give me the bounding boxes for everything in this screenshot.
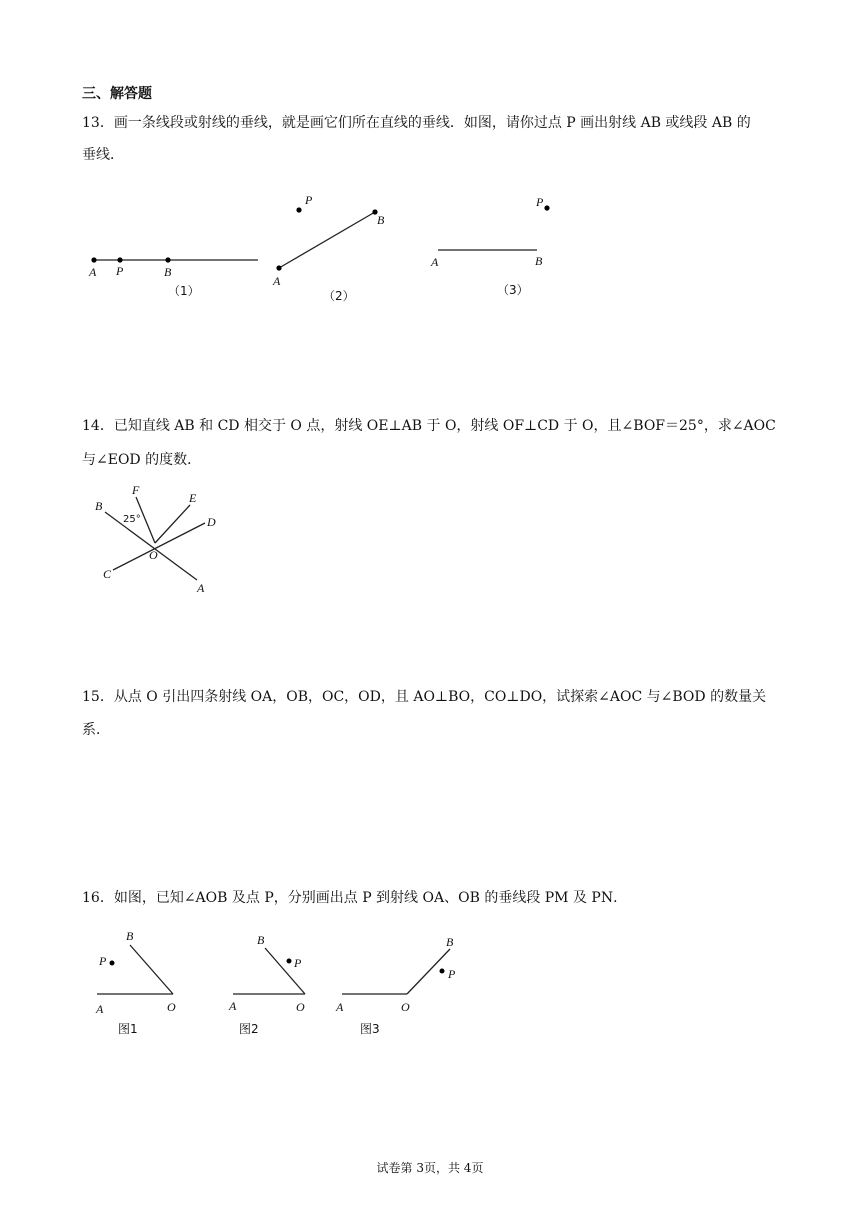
label-o: O [149,548,158,562]
label-c: C [103,567,112,581]
point-a [276,265,281,270]
ray-ob [130,945,173,994]
figure-caption: （1） [168,284,200,298]
label-p: P [294,956,302,970]
point-p [296,207,301,212]
line-ab [105,512,197,580]
point-p [544,205,549,210]
q16-figures [85,920,485,1045]
label-o: O [401,1000,410,1014]
label-b: B [95,499,103,513]
label-a: A [96,1002,104,1016]
figure-caption: （3） [497,283,529,297]
label-d: D [207,515,216,529]
label-e: E [189,491,197,505]
label-b: B [126,929,134,943]
point-b [165,257,170,262]
point-p [110,961,115,966]
point-p [287,959,292,964]
section-title: 三、解答题 [82,86,152,102]
label-p: P [99,954,107,968]
q16-text-line1: 16．如图，已知∠AOB 及点 P，分别画出点 P 到射线 OA、OB 的垂线段 PM 及 PN． [82,890,628,906]
label-a: A [197,581,205,595]
ray-oe [155,505,190,543]
angle-label: 25° [123,514,141,525]
point-p [117,257,122,262]
label-a: A [229,999,237,1013]
ray-ob [265,948,305,994]
label-b: B [377,213,385,227]
page-footer: 试卷第 3页，共 4页 [376,1161,484,1175]
figure-caption: 图3 [360,1022,380,1036]
line-cd [113,523,205,570]
q14-figure [85,480,235,600]
q15-text-line2: 系． [82,722,110,738]
label-p: P [305,193,313,207]
figure-caption: 图1 [118,1022,138,1036]
q13-figure-2 [272,193,385,303]
point-p [440,969,445,974]
label-a: A [89,265,97,279]
q16-figure-2 [228,933,305,1036]
q13-figure-1 [88,257,258,298]
label-f: F [132,483,140,497]
label-b: B [257,933,265,947]
label-a: A [273,274,281,288]
q16-figure-3 [335,935,456,1036]
label-a: A [336,1000,344,1014]
label-p: P [116,264,124,278]
label-a: A [431,255,439,269]
figure-caption: 图2 [239,1022,259,1036]
label-b: B [164,265,172,279]
q13-text-line2: 垂线． [82,147,124,163]
figure-caption: （2） [323,289,355,303]
label-o: O [167,1000,176,1014]
q14-text-line1: 14．已知直线 AB 和 CD 相交于 O 点，射线 OE⊥AB 于 O，射线 OF⊥CD 于 O，且∠BOF＝25°，求∠AOC [82,418,776,434]
q13-text-line1: 13．画一条线段或射线的垂线，就是画它们所在直线的垂线．如图，请你过点 P 画出射线 AB 或线段 AB 的 [82,115,751,131]
q14-text-line2: 与∠EOD 的度数． [82,452,202,468]
label-p: P [448,967,456,981]
label-b: B [446,935,454,949]
label-o: O [296,1000,305,1014]
segment-ab [279,212,375,268]
label-b: B [535,254,543,268]
q15-text-line1: 15．从点 O 引出四条射线 OA，OB，OC，OD，且 AO⊥BO，CO⊥DO，试探索∠AOC 与∠BOD 的数量关 [82,689,767,705]
q13-figures [80,185,580,310]
q13-figure-3 [430,195,550,297]
point-a [91,257,96,262]
label-p: P [536,195,544,209]
q16-figure-1 [95,929,176,1036]
